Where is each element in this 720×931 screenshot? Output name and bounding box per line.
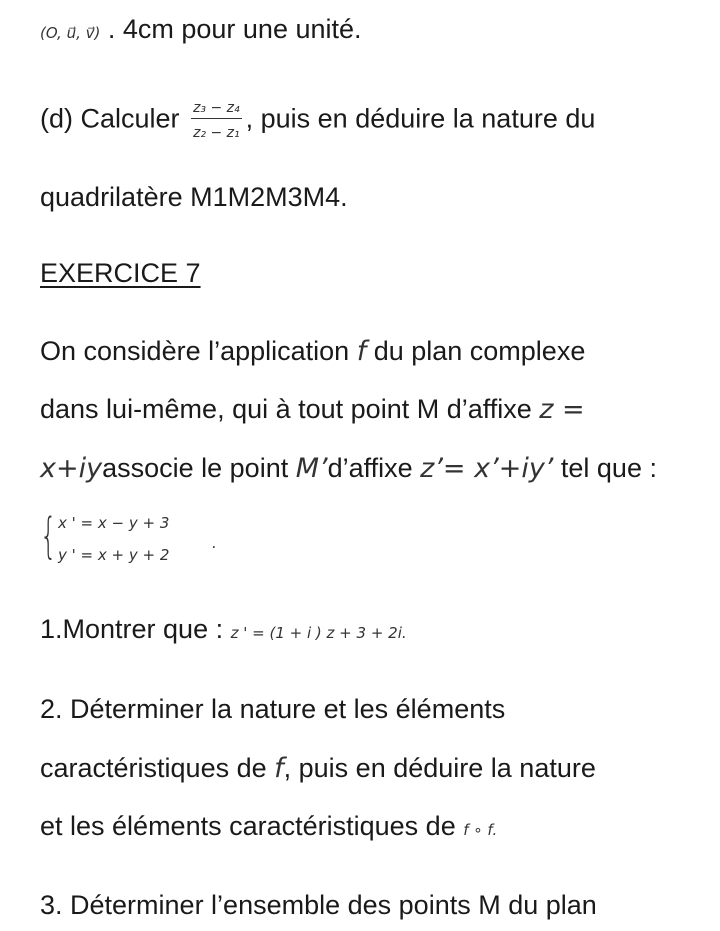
intro-line-1 [40,334,700,369]
question-d-continuation: quadrilatère M1M2M3M4. [40,182,348,212]
question-d-line [40,100,700,141]
question-1 [40,612,700,650]
question-2-text: caractéristiques de [40,753,275,783]
fraction-denominator: z₂ − z₁ [193,125,240,141]
affix-z: z = [539,394,585,425]
intro-text: tel que : [553,453,657,483]
exercise-title: EXERCICE 7 [40,258,201,288]
intro-line-2 [40,392,700,427]
text-line-frame [40,12,700,50]
function-f: f [356,336,367,367]
question-1-formula: z ' = (1 + i ) z + 3 + 2i. [230,624,407,642]
intro-line-3 [40,451,700,486]
fraction-numerator: z₃ − z₄ [191,100,242,119]
question-2-text: et les éléments caractéristiques de [40,811,464,841]
equation-x-prime: x ' = x − y + 3 [58,514,170,532]
question-d-suffix: , puis en déduire la nature du [245,103,596,134]
system-period: . [212,534,217,552]
unit-text: . 4cm pour une unité. [100,14,362,44]
intro-text: d’affixe [327,453,421,483]
question-2-text: , puis en déduire la nature [283,753,596,783]
affix-z-prime: z’= x’+iy’ [420,453,554,484]
x-plus-iy: x+iy [40,453,103,484]
fraction-z3-z4-over-z2-z1 [191,100,242,141]
function-f: f [274,753,284,784]
point-m-prime: M’ [295,453,328,484]
intro-text: du plan complexe [366,336,586,366]
equation-y-prime: y ' = x + y + 2 [58,546,170,564]
intro-text: On considère l’application [40,336,357,366]
question-2-line-3 [40,809,700,847]
frame-notation: (O, u⃗, v⃗) [40,24,101,42]
composition-f-f: f ∘ f. [463,821,498,839]
left-brace-icon: { [40,508,57,564]
question-1-text: 1.Montrer que : [40,614,231,644]
question-3-line-1: 3. Déterminer l’ensemble des points M du plan [40,890,597,920]
intro-text: dans lui-même, qui à tout point M d’affixe [40,394,540,424]
question-d-prefix: (d) Calculer [40,103,180,134]
intro-text: associe le point [102,453,296,483]
question-2-line-1: 2. Déterminer la nature et les éléments [40,694,506,724]
question-2-line-2 [40,751,700,786]
